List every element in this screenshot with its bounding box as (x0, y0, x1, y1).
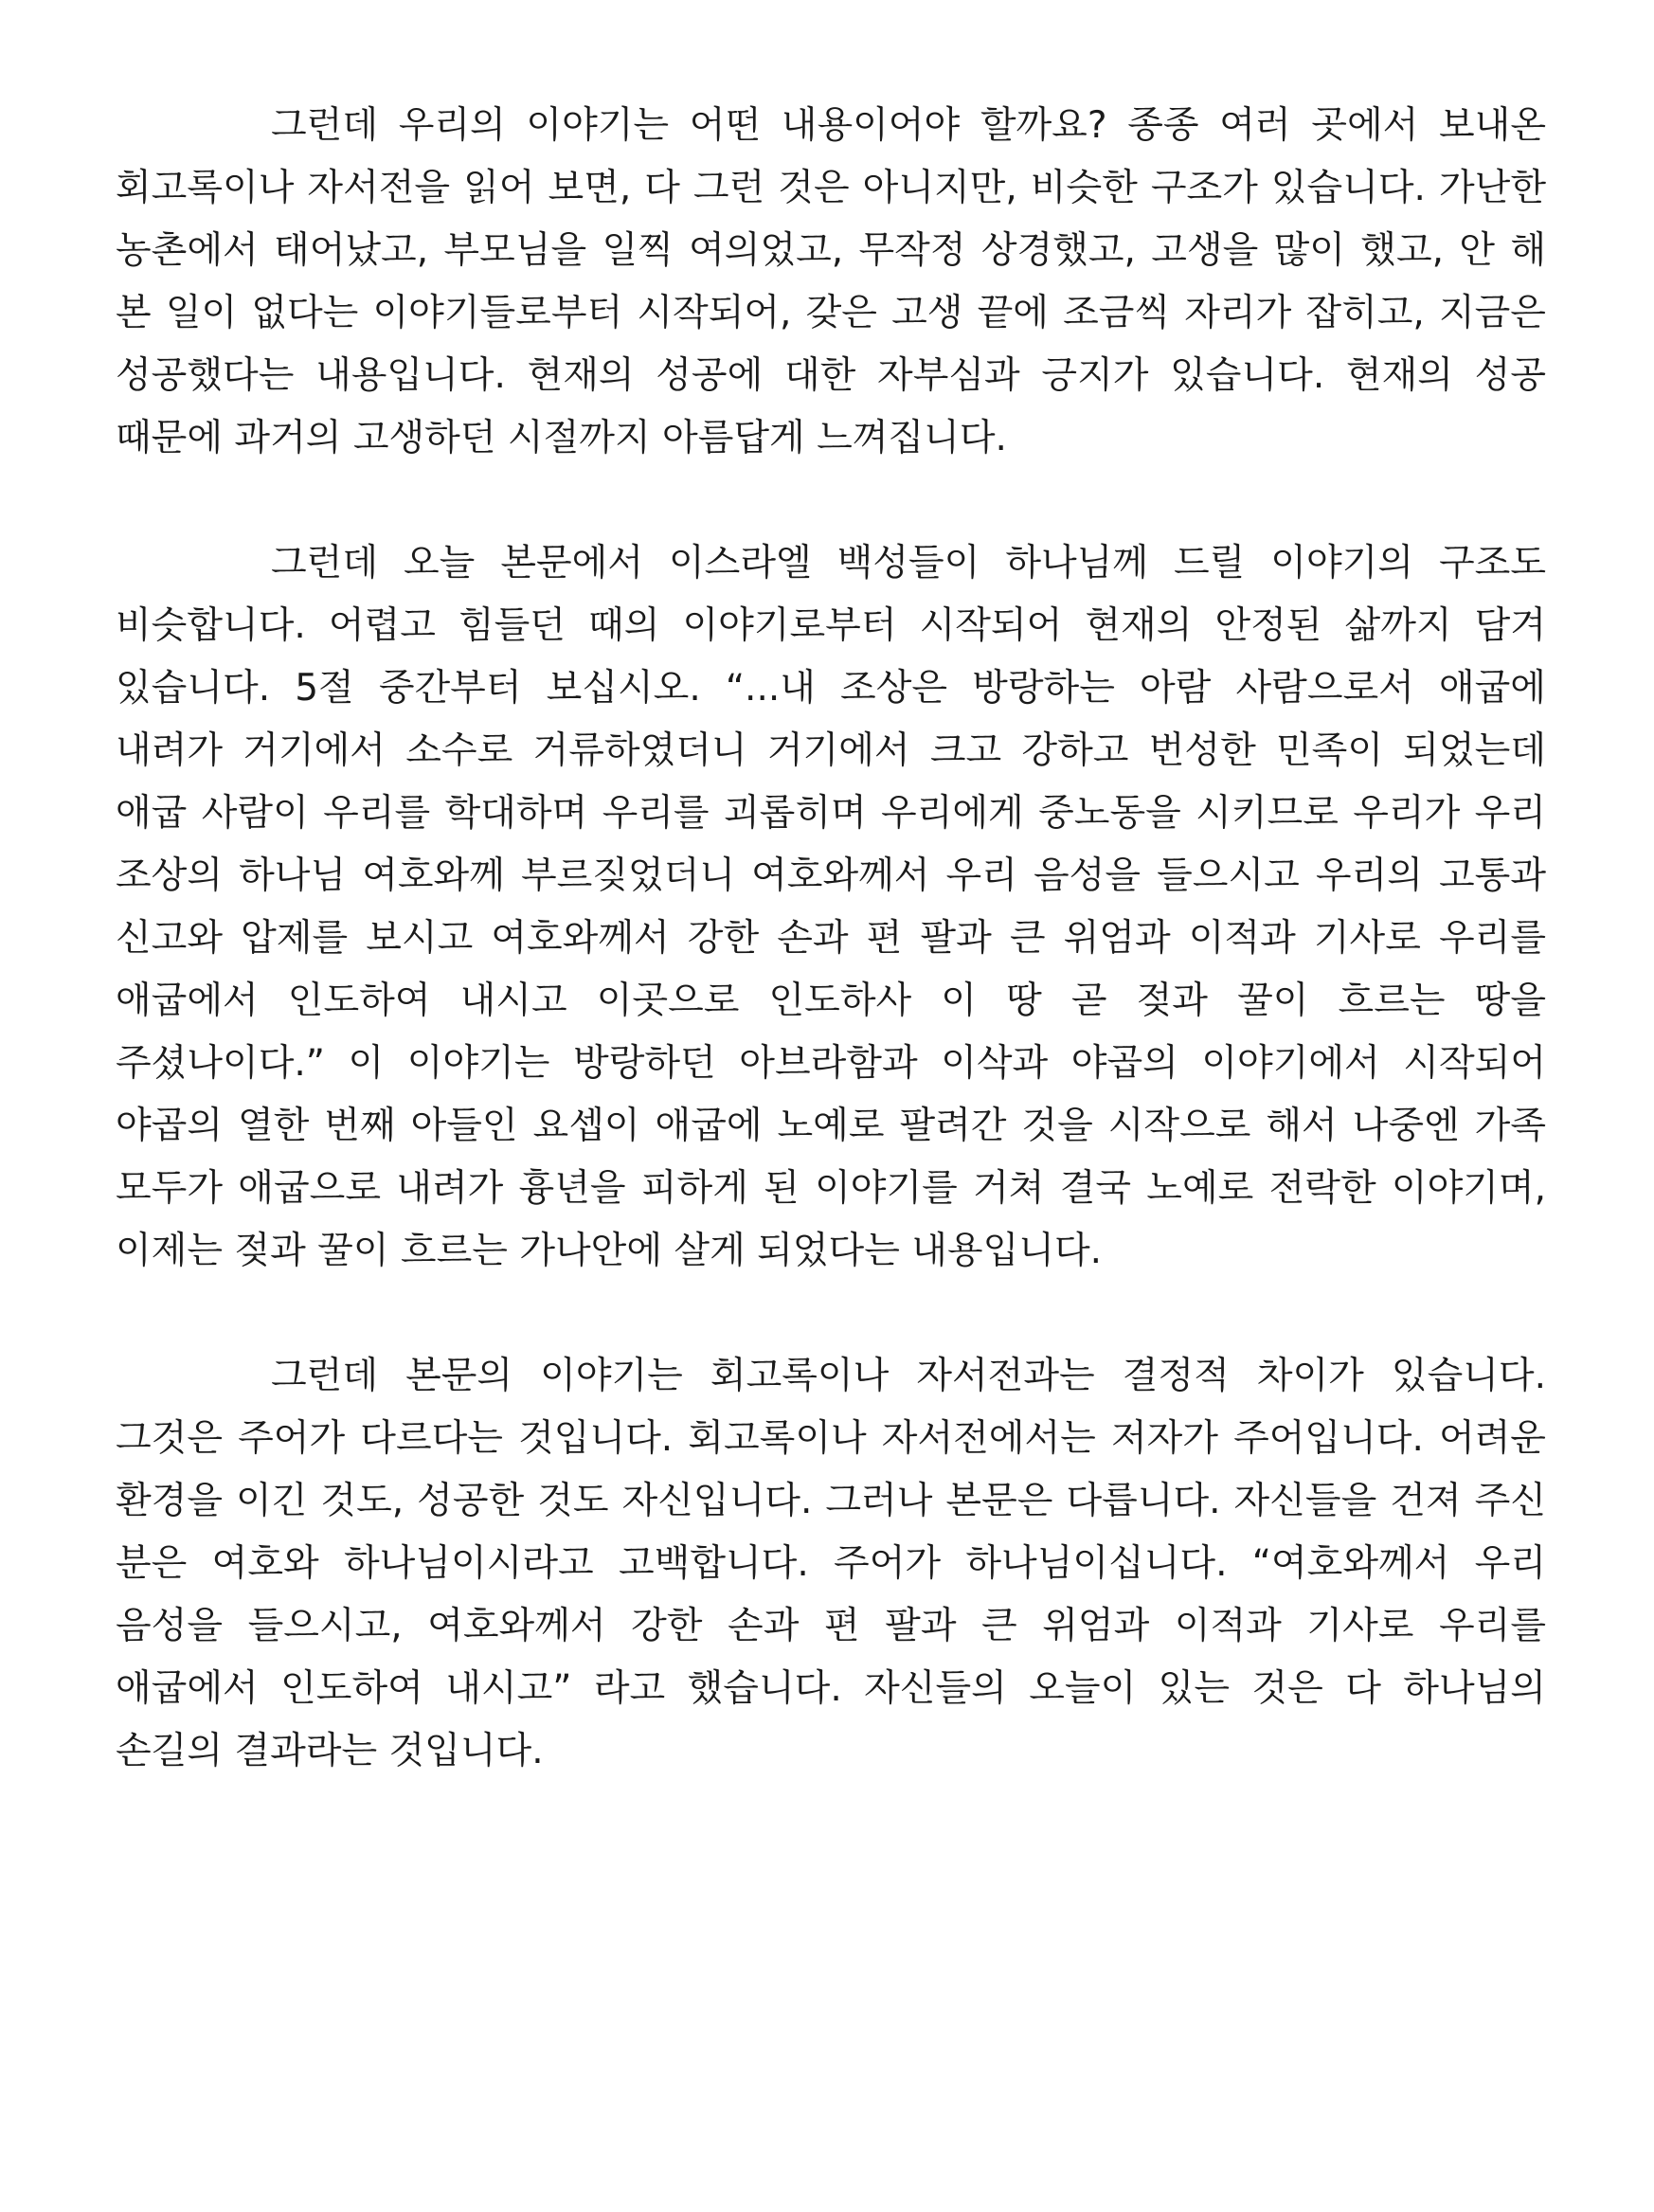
paragraph-3: 그런데 본문의 이야기는 회고록이나 자서전과는 결정적 차이가 있습니다. 그것은 주어가 다르다는 것입니다. 회고록이나 자서전에서는 저자가 주어입니다. 어려운 환경을 이긴 것도, 성공한 것도 자신입니다. 그러나 본문은 다릅니다. 자신들을 건져 주신 분은 여호와 하나님이시라고 고백합니다. 주어가 하나님이십니다. “여호와께서 우리 음성을 들으시고, 여호와께서 강한 손과 편 팔과 큰 위엄과 이적과 기사로 우리를 애굽에서 인도하여 내시고” 라고 했습니다. 자신들의 오늘이 있는 것은 다 하나님의 손길의 결과라는 것입니다. (116, 1355, 1546, 1772)
document-page (116, 95, 1546, 1783)
paragraph-2: 그런데 오늘 본문에서 이스라엘 백성들이 하나님께 드릴 이야기의 구조도 비슷합니다. 어렵고 힘들던 때의 이야기로부터 시작되어 현재의 안정된 삶까지 담겨 있습니다. 5절 중간부터 보십시오. “...내 조상은 방랑하는 아람 사람으로서 애굽에 내려가 거기에서 소수로 거류하였더니 거기에서 크고 강하고 번성한 민족이 되었는데 애굽 사람이 우리를 학대하며 우리를 괴롭히며 우리에게 중노동을 시키므로 우리가 우리 조상의 하나님 여호와께 부르짖었더니 여호와께서 우리 음성을 들으시고 우리의 고통과 신고와 압제를 보시고 여호와께서 강한 손과 편 팔과 큰 위엄과 이적과 기사로 우리를 애굽에서 인도하여 내시고 이곳으로 인도하사 이 땅 곧 젖과 꿀이 흐르는 땅을 주셨나이다.” 이 이야기는 방랑하던 아브라함과 이삭과 야곱의 이야기에서 시작되어 야곱의 열한 번째 아들인 요셉이 애굽에 노예로 팔려간 것을 시작으로 해서 나중엔 가족 모두가 애굽으로 내려가 흉년을 피하게 된 이야기를 거쳐 결국 노예로 전락한 이야기며, 이제는 젖과 꿀이 흐르는 가나안에 살게 되었다는 내용입니다. (116, 542, 1546, 1272)
paragraph-1: 그런데 우리의 이야기는 어떤 내용이어야 할까요? 종종 여러 곳에서 보내온 회고록이나 자서전을 읽어 보면, 다 그런 것은 아니지만, 비슷한 구조가 있습니다. 가난한 농촌에서 태어났고, 부모님을 일찍 여의었고, 무작정 상경했고, 고생을 많이 했고, 안 해 본 일이 없다는 이야기들로부터 시작되어, 갖은 고생 끝에 조금씩 자리가 잡히고, 지금은 성공했다는 내용입니다. 현재의 성공에 대한 자부심과 긍지가 있습니다. 현재의 성공 때문에 과거의 고생하던 시절까지 아름답게 느껴집니다. (116, 104, 1546, 459)
